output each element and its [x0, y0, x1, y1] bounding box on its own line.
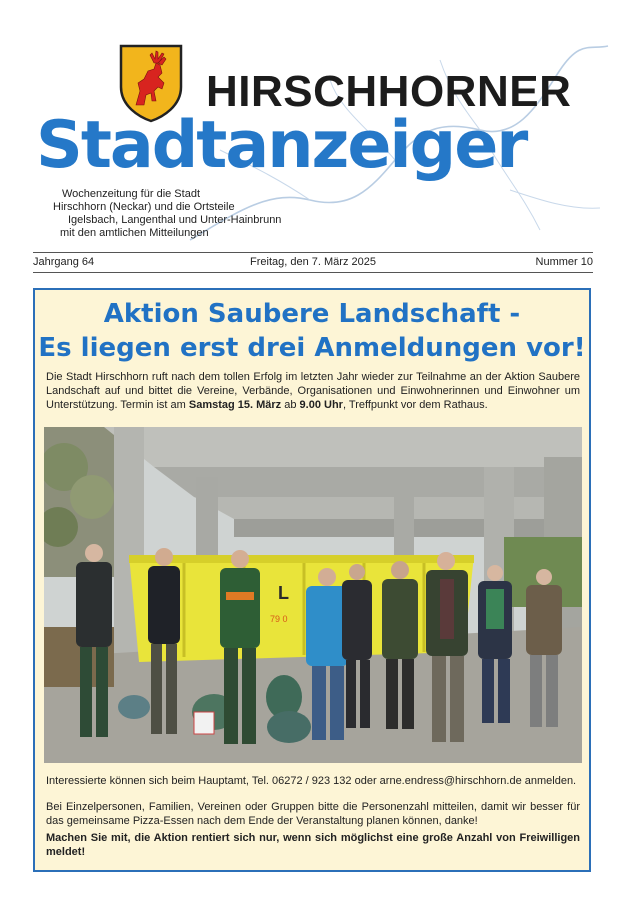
paper-title-top: HIRSCHHORNER — [206, 67, 572, 116]
subtitle-line: Hirschhorn (Neckar) und die Ortsteile — [53, 201, 235, 213]
event-time: 9.00 Uhr — [299, 399, 343, 411]
article-box — [33, 288, 591, 872]
subtitle-line: mit den amtlichen Mitteilungen — [60, 227, 209, 239]
headline-line-1: Aktion Saubere Landschaft - — [103, 299, 521, 329]
intro-paragraph: Die Stadt Hirschhorn ruft nach dem tollen Erfolg im letzten Jahr wieder zur Teilnahme an der Aktion Saubere Landschaft auf und bittet die Vereine, Verbände, Organisationen und Einwohnerinnen und Einwohner um Unterstützung. Termin ist am Samstag 15. März ab 9.00 Uhr, Treffpunkt vor dem Rathaus. — [46, 371, 580, 411]
issue-number: Nummer 10 — [535, 256, 593, 268]
registration-paragraph: Bei Einzelpersonen, Familien, Vereinen oder Gruppen bitte die Personenzahl mitteilen, damit wir besser für das gemeinsame Pizza-Essen nach dem Ende der Veranstaltung planen können, danke! — [46, 801, 580, 827]
issue-info-row — [33, 256, 593, 270]
subtitle-line: Igelsbach, Langenthal und Unter-Hainbrunn — [68, 214, 282, 226]
divider — [33, 252, 593, 253]
volunteers-group-photo — [44, 427, 582, 763]
issue-date: Freitag, den 7. März 2025 — [250, 256, 376, 268]
subtitle-line: Wochenzeitung für die Stadt — [62, 188, 200, 200]
call-to-action-paragraph: Machen Sie mit, die Aktion rentiert sich nur, wenn sich möglichst eine große Anzahl von Freiwilligen meldet! — [46, 832, 580, 858]
contact-paragraph: Interessierte können sich beim Hauptamt, Tel. 06272 / 923 132 oder arne.endress@hirschhorn.de anmelden. — [46, 775, 577, 787]
paper-title-main: Stadtanzeiger — [36, 108, 527, 183]
container-phone: 79 0 — [270, 614, 288, 624]
headline-line-2: Es liegen erst drei Anmeldungen vor! — [38, 333, 586, 363]
event-date: Samstag 15. März — [188, 399, 282, 411]
container-letter: L — [278, 583, 289, 603]
volume-label: Jahrgang 64 — [33, 256, 95, 268]
divider — [33, 272, 593, 273]
masthead — [0, 0, 625, 255]
